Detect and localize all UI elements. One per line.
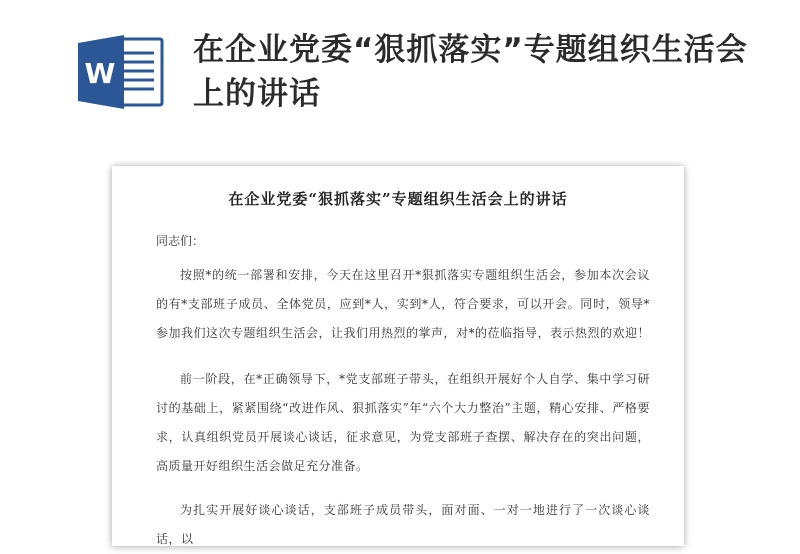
document-page	[112, 166, 684, 546]
word-document-icon	[78, 33, 164, 111]
paragraph: 前一阶段，在*正确领导下，*党支部班子带头，在组织开展好个人自学、集中学习研讨的基础上，紧紧围绕“改进作风、狠抓落实”年“六个大力整治”主题，精心安排、严格要求，认真组织党员开展谈心谈话，征求意见，为党支部班子查摆、解决存在的突出问题，高质量开好组织生活会做足充分准备。	[156, 372, 650, 473]
salutation: 同志们：	[156, 234, 205, 248]
header-banner	[0, 0, 800, 140]
paragraph: 为扎实开展好谈心谈话，支部班子成员带头，面对面、一对一地进行了一次谈心谈话，以	[156, 503, 650, 546]
word-icon-letter: W	[84, 57, 116, 90]
paragraph: 按照*的统一部署和安排，今天在这里召开*狠抓落实专题组织生活会，参加本次会议的有*支部班子成员、全体党员，应到*人，实到*人，符合要求，可以开会。同时，领导*参加我们这次专题组织生活会，让我们用热烈的掌声，对*的莅临指导，表示热烈的欢迎！	[156, 268, 651, 340]
banner-title: 在企业党委“狠抓落实”专题组织生活会上的讲话	[193, 32, 748, 112]
page-title: 在企业党委“狠抓落实”专题组织生活会上的讲话	[228, 190, 568, 208]
